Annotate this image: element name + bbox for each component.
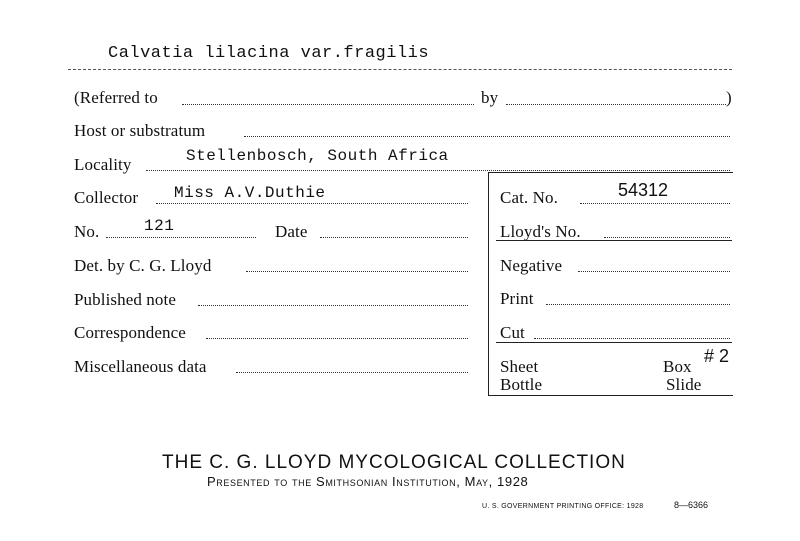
lloyds-underline: [496, 240, 732, 241]
referred-close-paren: ): [726, 88, 732, 107]
misc-data-field[interactable]: [236, 372, 468, 373]
bottle-label: Bottle: [500, 375, 543, 394]
det-by-field[interactable]: [246, 271, 468, 272]
box-bottom-border: [488, 395, 733, 396]
form-code: 8—6366: [674, 500, 709, 510]
cat-no-value: 54312: [618, 180, 669, 200]
number-value: 121: [144, 217, 175, 235]
correspondence-field[interactable]: [206, 338, 468, 339]
lloyds-no-field[interactable]: [604, 237, 730, 238]
species-rule: [68, 69, 732, 70]
correspondence-label: Correspondence: [74, 323, 186, 342]
negative-field[interactable]: [578, 271, 730, 272]
lloyds-no-label: Lloyd's No.: [500, 222, 581, 241]
cat-no-label: Cat. No.: [500, 188, 558, 207]
collection-title: THE C. G. LLOYD MYCOLOGICAL COLLECTION: [162, 452, 626, 473]
locality-value: Stellenbosch, South Africa: [186, 147, 449, 165]
number-label: No.: [74, 222, 100, 241]
box-value: # 2: [704, 346, 730, 366]
print-field[interactable]: [546, 304, 730, 305]
cut-underline: [496, 342, 732, 343]
referred-to-label: (Referred to: [74, 88, 158, 107]
collector-field[interactable]: [156, 203, 468, 204]
referred-to-field[interactable]: [182, 104, 474, 105]
cut-label: Cut: [500, 323, 525, 342]
collector-label: Collector: [74, 188, 139, 207]
locality-field[interactable]: [146, 170, 730, 171]
collector-value: Miss A.V.Duthie: [174, 184, 326, 202]
locality-label: Locality: [74, 155, 132, 174]
host-label: Host or substratum: [74, 121, 206, 140]
cut-field[interactable]: [534, 338, 730, 339]
box-top-border: [488, 172, 733, 173]
cat-no-field[interactable]: [580, 203, 730, 204]
misc-data-label: Miscellaneous data: [74, 357, 207, 376]
slide-label: Slide: [666, 375, 702, 394]
number-field[interactable]: [106, 237, 256, 238]
host-field[interactable]: [244, 136, 730, 137]
printing-office-note: U. S. GOVERNMENT PRINTING OFFICE: 1928: [482, 503, 644, 510]
published-note-label: Published note: [74, 290, 176, 309]
negative-label: Negative: [500, 256, 563, 275]
box-label: Box: [663, 357, 692, 376]
referred-by-label: by: [481, 88, 499, 107]
referred-by-field[interactable]: [506, 104, 726, 105]
date-label: Date: [275, 222, 308, 241]
sheet-label: Sheet: [500, 357, 539, 376]
collection-subtitle: Presented to the Smithsonian Institution, May, 1928: [207, 474, 529, 489]
published-note-field[interactable]: [198, 305, 468, 306]
species-name: Calvatia lilacina var.fragilis: [108, 44, 430, 63]
det-by-label: Det. by C. G. Lloyd: [74, 256, 212, 275]
date-field[interactable]: [320, 237, 468, 238]
box-left-border: [488, 172, 489, 396]
print-label: Print: [500, 289, 534, 308]
